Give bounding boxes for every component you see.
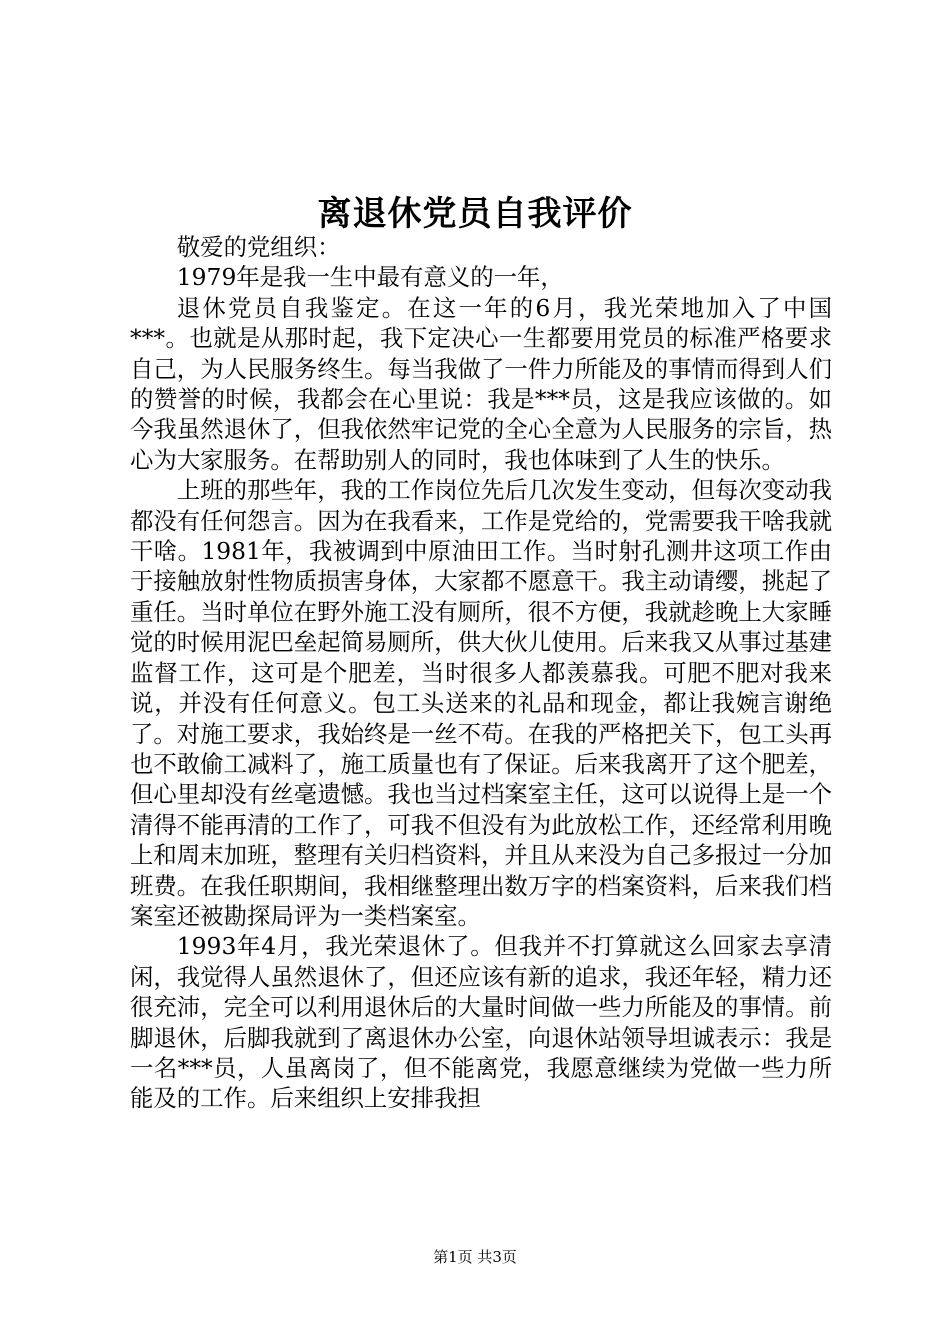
salutation: 敬爱的党组织： bbox=[176, 233, 341, 261]
page-number-footer: 第1页 共3页 bbox=[433, 1248, 517, 1266]
paragraph-3: 上班的那些年，我的工作岗位先后几次发生变动，但每次变动我都没有任何怨言。因为在我看来，工作是党给的，党需要我干啥我就干啥。1981年，我被调到中原油田工作。当时射孔测井这项工作由于接触放射性物质损害身体，大家都不愿意干。我主动请缨，挑起了重任。当时单位在野外施工没有厕所，很不方便，我就趁晚上大家睡觉的时候用泥巴垒起简易厕所，供大伙儿使用。后来我又从事过基建监督工作，这可是个肥差，当时很多人都羡慕我。可肥不肥对我来说，并没有任何意义。包工头送来的礼品和现金，都让我婉言谢绝了。对施工要求，我始终是一丝不苟。在我的严格把关下，包工头再也不敢偷工减料了，施工质量也有了保证。后来我离开了这个肥差，但心里却没有丝毫遗憾。我也当过档案室主任，这可以说得上是一个清得不能再清的工作了，可我不但没有为此放松工作，还经常利用晚上和周末加班，整理有关归档资料，并且从来没为自己多报过一分加班费。在我任职期间，我相继整理出数万字的档案资料，后来我们档案室还被勘探局评为一类档案室。 bbox=[130, 476, 832, 930]
paragraph-1: 1979年是我一生中最有意义的一年， bbox=[176, 263, 564, 292]
paragraph-4: 1993年4月，我光荣退休了。但我并不打算就这么回家去享清闲，我觉得人虽然退休了，但还应该有新的追求，我还年轻，精力还很充沛，完全可以利用退休后的大量时间做一些力所能及的事情。前脚退休，后脚我就到了离退休办公室，向退休站领导坦诚表示：我是一名***员，人虽离岗了，但不能离党，我愿意继续为党做一些力所能及的工作。后来组织上安排我担 bbox=[130, 932, 832, 1113]
paragraph-2: 退休党员自我鉴定。在这一年的6月，我光荣地加入了中国***。也就是从那时起，我下定决心一生都要用党员的标准严格要求自己，为人民服务终生。每当我做了一件力所能及的事情而得到人们的赞誉的时候，我都会在心里说：我是***员，这是我应该做的。如今我虽然退休了，但我依然牢记党的全心全意为人民服务的宗旨，热心为大家服务。在帮助别人的同时，我也体味到了人生的快乐。 bbox=[130, 293, 832, 474]
document-body bbox=[130, 232, 832, 1114]
document-title: 离退休党员自我评价 bbox=[317, 194, 633, 234]
